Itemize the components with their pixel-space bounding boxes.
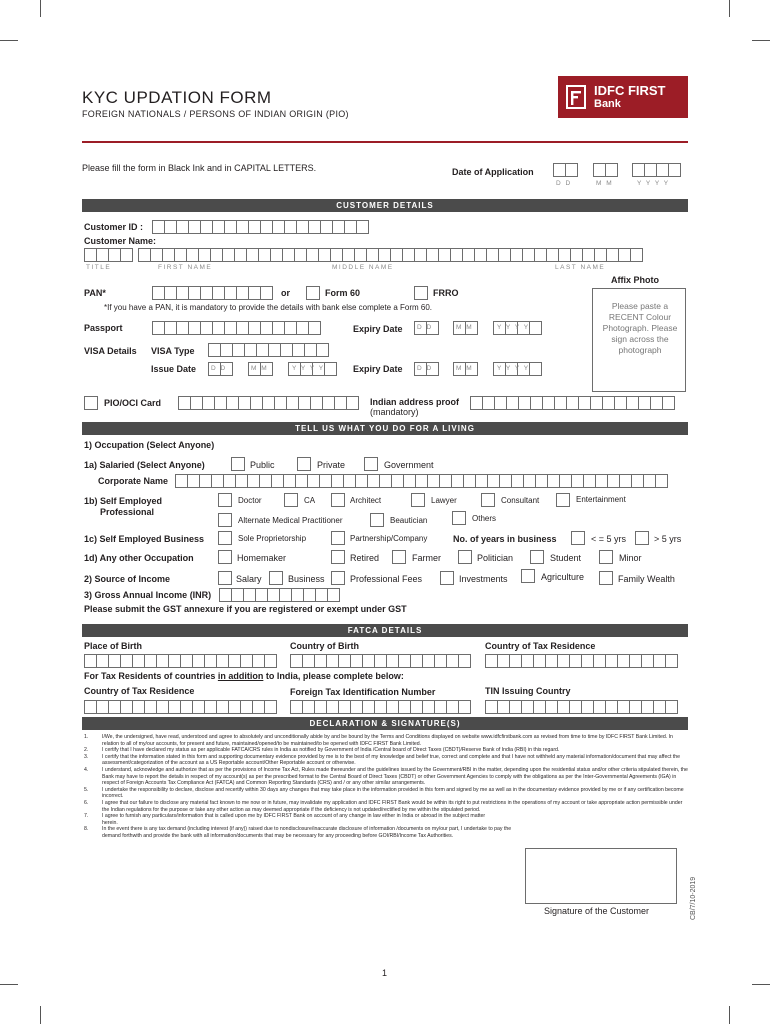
salary-checkbox[interactable] xyxy=(218,571,232,585)
visa-details-label: VISA Details xyxy=(84,346,137,356)
alt-medical-label: Alternate Medical Practitioner xyxy=(238,516,343,525)
customer-name-boxes[interactable] xyxy=(84,248,642,262)
farmer-label: Farmer xyxy=(412,553,441,563)
country-tax-residence-label: Country of Tax Residence xyxy=(485,641,596,651)
gt5-checkbox[interactable] xyxy=(635,531,649,545)
gt5-label: > 5 yrs xyxy=(654,534,682,544)
investments-label: Investments xyxy=(459,574,508,584)
fatca-header: FATCA DETAILS xyxy=(82,624,688,637)
doctor-label: Doctor xyxy=(238,496,262,505)
last-name-hint: LAST NAME xyxy=(555,264,606,271)
photo-instructions: Please paste a RECENT Colour Photograph. Please sign across the photograph xyxy=(602,301,678,355)
declaration-item: 2. I certify that I have declared my status as per applicable FATCA/CRS rules in India as notified by Government of India /Central board of Direct Taxes (CBDT)/Reserve Bank of India (RBI) in this regard. xyxy=(84,747,560,754)
business-label: Business xyxy=(288,574,325,584)
politician-label: Politician xyxy=(477,553,514,563)
date-yyyy-hint: Y Y Y Y xyxy=(637,180,670,187)
architect-checkbox[interactable] xyxy=(331,493,345,507)
country-tax-residence-boxes[interactable] xyxy=(485,654,677,668)
minor-checkbox[interactable] xyxy=(599,550,613,564)
issue-date-label: Issue Date xyxy=(151,364,197,374)
retired-checkbox[interactable] xyxy=(331,550,345,564)
date-mm-hint: M M xyxy=(596,180,614,187)
consultant-checkbox[interactable] xyxy=(481,493,495,507)
prof-fees-checkbox[interactable] xyxy=(331,571,345,585)
tax-residents-note: For Tax Residents of countries in addition to India, please complete below: xyxy=(84,671,404,681)
student-checkbox[interactable] xyxy=(530,550,544,564)
issue-yyyy-hint: Y Y Y Y xyxy=(292,365,325,372)
customer-id-label: Customer ID : xyxy=(84,222,144,232)
self-employed-label: 1b) Self Employed xyxy=(84,496,163,506)
customer-name-label: Customer Name: xyxy=(84,236,157,246)
instruction-text: Please fill the form in Black Ink and in CAPITAL LETTERS. xyxy=(82,163,317,173)
or-label: or xyxy=(281,288,290,298)
pan-note: *If you have a PAN, it is mandatory to provide the details with bank else complete a Form 60. xyxy=(104,303,433,312)
title-hint: TITLE xyxy=(86,264,112,271)
le5-checkbox[interactable] xyxy=(571,531,585,545)
public-checkbox[interactable] xyxy=(231,457,245,471)
beautician-checkbox[interactable] xyxy=(370,513,384,527)
application-date-boxes[interactable] xyxy=(553,163,577,177)
self-employed-business-label: 1c) Self Employed Business xyxy=(84,534,205,544)
corporate-name-label: Corporate Name xyxy=(98,476,169,486)
private-checkbox[interactable] xyxy=(297,457,311,471)
prof-fees-label: Professional Fees xyxy=(350,574,423,584)
passport-expiry-label: Expiry Date xyxy=(353,324,403,334)
declaration-item: 4. I understand, acknowledge and authorize that as per the provisions of Income Tax Act, Rules made thereunder and the guidelines issued by the Government/RBI in the matter, depending upon the residential status and/or other criteria stipulated therein, the Bank may have to report the details in respect of my account(s) as per the prescribed format to the Central Board of Direct Taxes (CBDT) or other Government Agencies to comply with the obligations as per the Inter-Governmental Agreements (IGA) in respect of Foreign Accounts Tax Compliance Act (FATCA) and Common Reporting Standards (CRS) and / or any other similar arrangements. xyxy=(84,766,688,787)
visa-expiry-label: Expiry Date xyxy=(353,364,403,374)
issue-dd-hint: D D xyxy=(211,365,227,372)
signature-box[interactable] xyxy=(525,848,677,904)
gross-income-label: 3) Gross Annual Income (INR) xyxy=(84,590,212,600)
gst-note: Please submit the GST annexure if you are registered or exempt under GST xyxy=(84,604,407,614)
photo-box[interactable] xyxy=(592,288,686,392)
pio-oci-boxes[interactable] xyxy=(178,396,358,410)
brand-sub: Bank xyxy=(594,98,621,110)
others-checkbox[interactable] xyxy=(452,511,466,525)
form-code: CB/7/10-2019 xyxy=(690,876,697,920)
politician-checkbox[interactable] xyxy=(458,550,472,564)
pan-label: PAN* xyxy=(84,288,106,298)
ca-label: CA xyxy=(304,496,316,505)
country-of-birth-boxes[interactable] xyxy=(290,654,470,668)
first-name-hint: FIRST NAME xyxy=(158,264,213,271)
declaration-header: DECLARATION & SIGNATURE(S) xyxy=(82,717,688,730)
indian-address-proof-label: Indian address proof xyxy=(370,397,460,407)
homemaker-label: Homemaker xyxy=(237,553,287,563)
salaried-label: 1a) Salaried (Select Anyone) xyxy=(84,460,205,470)
application-month-boxes[interactable] xyxy=(593,163,617,177)
private-label: Private xyxy=(317,460,346,470)
years-in-business-label: No. of years in business xyxy=(453,534,557,544)
frro-checkbox[interactable] xyxy=(414,286,428,300)
affix-photo-label: Affix Photo xyxy=(611,275,659,285)
sole-prop-checkbox[interactable] xyxy=(218,531,232,545)
passport-mm-hint: M M xyxy=(456,324,474,331)
entertainment-label: Entertainment xyxy=(576,495,626,504)
occupation-question: 1) Occupation (Select Anyone) xyxy=(84,440,215,450)
place-of-birth-boxes[interactable] xyxy=(84,654,276,668)
government-checkbox[interactable] xyxy=(364,457,378,471)
date-of-application-label: Date of Application xyxy=(452,167,534,177)
partnership-checkbox[interactable] xyxy=(331,531,345,545)
agriculture-label: Agriculture xyxy=(541,572,585,582)
form60-label: Form 60 xyxy=(325,288,361,298)
partnership-label: Partnership/Company xyxy=(350,534,428,543)
tin-country-label: TIN Issuing Country xyxy=(485,686,571,696)
alt-medical-checkbox[interactable] xyxy=(218,513,232,527)
passport-yyyy-hint: Y Y Y Y xyxy=(497,324,530,331)
others-label: Others xyxy=(472,514,497,523)
visa-mm-hint: M M xyxy=(456,365,474,372)
bank-logo xyxy=(558,76,688,118)
occupation-header: TELL US WHAT YOU DO FOR A LIVING xyxy=(82,422,688,435)
doctor-checkbox[interactable] xyxy=(218,493,232,507)
declaration-item: 6. I agree that our failure to disclose any material fact known to me now or in future, may invalidate my application and IDFC FIRST Bank would be within its right to put restrictions in the operations of my account or take appropriate action permissible under the Indian regulations for the purpose or take any other action as may deemed appropriate if the deficiency is not updated/rectified by me within the stipulated period. xyxy=(84,799,683,813)
homemaker-checkbox[interactable] xyxy=(218,550,232,564)
form60-checkbox[interactable] xyxy=(306,286,320,300)
lawyer-checkbox[interactable] xyxy=(411,493,425,507)
brand-name: IDFC FIRST xyxy=(594,83,666,98)
passport-label: Passport xyxy=(84,323,123,333)
visa-dd-hint: D D xyxy=(417,365,433,372)
mandatory-label: (mandatory) xyxy=(370,407,419,417)
government-label: Government xyxy=(384,460,434,470)
frro-label: FRRO xyxy=(433,288,459,298)
source-of-income-label: 2) Source of Income xyxy=(84,574,171,584)
country-of-birth-label: Country of Birth xyxy=(290,641,359,651)
pio-oci-checkbox[interactable] xyxy=(84,396,98,410)
indian-address-proof-boxes[interactable] xyxy=(470,396,674,410)
corporate-name-boxes[interactable] xyxy=(175,474,667,488)
farmer-checkbox[interactable] xyxy=(392,550,406,564)
business-checkbox[interactable] xyxy=(269,571,283,585)
declaration-item: 8. In the event there is any tax demand (including interest (if any)) raised due to nondisclosure/inaccurate disclosure of information /documents on my/our part, I undertake to pay the demand forthwith and provide the bank with all information/documents that may be necessary for any proceeding before GOI/RBI/Income Tax Authorities. xyxy=(84,826,512,839)
visa-type-label: VISA Type xyxy=(151,346,195,356)
declaration-list xyxy=(84,734,688,840)
declaration-item: 5. I undertake the responsibility to declare, disclose and recertify within 30 days any changes that may take place in the information provided in this form and signed by me as well as in the documentary evidence provided by me or if any certification become incorrect. xyxy=(84,786,684,800)
date-dd-hint: D D xyxy=(556,180,572,187)
declaration-item: 7. I agree to furnish any particulars/information that is called upon me by IDFC FIRST Bank on account of any change in law either in India or abroad in the subject matter herein. xyxy=(84,813,486,826)
retired-label: Retired xyxy=(350,553,380,563)
header-rule xyxy=(82,141,688,143)
issue-mm-hint: M M xyxy=(251,365,269,372)
beautician-label: Beautician xyxy=(390,516,428,525)
other-occupation-label: 1d) Any other Occupation xyxy=(84,553,194,563)
application-year-boxes[interactable] xyxy=(632,163,680,177)
entertainment-checkbox[interactable] xyxy=(556,493,570,507)
visa-yyyy-hint: Y Y Y Y xyxy=(497,365,530,372)
country-tax-residence-2-label: Country of Tax Residence xyxy=(84,686,195,696)
family-wealth-label: Family Wealth xyxy=(618,574,675,584)
sole-prop-label: Sole Proprietorship xyxy=(238,534,307,543)
agriculture-checkbox[interactable] xyxy=(521,569,535,583)
investments-checkbox[interactable] xyxy=(440,571,454,585)
tin-country-boxes[interactable] xyxy=(485,700,677,714)
visa-type-boxes[interactable] xyxy=(208,343,328,357)
student-label: Student xyxy=(550,553,582,563)
salary-label: Salary xyxy=(236,574,262,584)
minor-label: Minor xyxy=(619,553,642,563)
passport-dd-hint: D D xyxy=(417,324,433,331)
customer-id-boxes[interactable] xyxy=(152,220,368,234)
pan-boxes[interactable] xyxy=(152,286,272,300)
country-tax-residence-2-boxes[interactable] xyxy=(84,700,276,714)
gross-income-boxes[interactable] xyxy=(219,588,339,602)
ca-checkbox[interactable] xyxy=(284,493,298,507)
lawyer-label: Lawyer xyxy=(431,496,457,505)
declaration-item: 3. I certify that the information stated in this form and supporting documentary evidence provided by me is to the best of my knowledge and belief true, correct and complete and that I have not withheld any material information/document that may affect the assessment/categorization of the account as a US Reportable account/Other Reportable account or otherwise. xyxy=(84,753,681,767)
pio-oci-label: PIO/OCI Card xyxy=(104,398,162,408)
customer-details-header: CUSTOMER DETAILS xyxy=(82,199,688,212)
place-of-birth-label: Place of Birth xyxy=(84,641,143,651)
family-wealth-checkbox[interactable] xyxy=(599,571,613,585)
le5-label: < = 5 yrs xyxy=(591,534,627,544)
public-label: Public xyxy=(250,460,275,470)
ftin-label: Foreign Tax Identification Number xyxy=(290,687,436,697)
declaration-item: 1. I/We, the undersigned, have read, understood and agree to absolutely and unconditionally abide by and be bound by the Terms and Conditions displayed on website www.idfcfirstbank.com as revised from time to time by IDFC FIRST Bank Limited. In relation to all of my/our accounts, for present and future, maintained/opened/to be maintained/to be opened with IDFC FIRST Bank Limited. xyxy=(84,734,673,747)
ftin-boxes[interactable] xyxy=(290,700,470,714)
consultant-label: Consultant xyxy=(501,496,540,505)
signature-label: Signature of the Customer xyxy=(544,906,650,916)
page-number: 1 xyxy=(382,968,388,978)
form-subtitle: FOREIGN NATIONALS / PERSONS OF INDIAN ORIGIN (PIO) xyxy=(82,109,349,119)
middle-name-hint: MIDDLE NAME xyxy=(332,264,394,271)
idfc-logo-icon xyxy=(566,85,586,109)
form-title: KYC UPDATION FORM xyxy=(82,88,272,107)
architect-label: Architect xyxy=(350,496,382,505)
passport-boxes[interactable] xyxy=(152,321,320,335)
professional-label: Professional xyxy=(100,507,155,517)
